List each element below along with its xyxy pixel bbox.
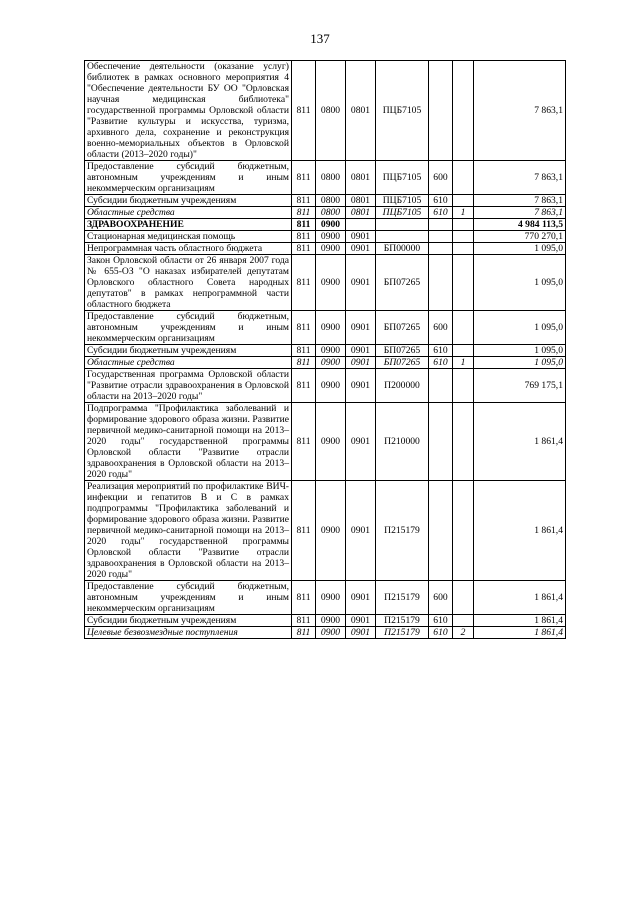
row-target-article: ПЦБ7105 bbox=[376, 61, 429, 161]
row-section-code: 0900 bbox=[316, 357, 346, 369]
row-amount: 1 861,4 bbox=[474, 627, 566, 639]
row-section-code: 0900 bbox=[316, 615, 346, 627]
row-expense-type bbox=[429, 255, 453, 311]
row-funding-source: 2 bbox=[453, 627, 474, 639]
row-amount: 1 095,0 bbox=[474, 345, 566, 357]
table-row bbox=[85, 161, 566, 195]
row-funding-source bbox=[453, 243, 474, 255]
row-section-code: 0900 bbox=[316, 255, 346, 311]
row-ved-code: 811 bbox=[292, 345, 316, 357]
row-amount: 1 861,4 bbox=[474, 403, 566, 481]
row-section-code: 0900 bbox=[316, 581, 346, 615]
row-ved-code: 811 bbox=[292, 61, 316, 161]
row-target-article bbox=[376, 231, 429, 243]
row-subsection-code: 0901 bbox=[346, 403, 376, 481]
row-ved-code: 811 bbox=[292, 255, 316, 311]
row-section-code: 0900 bbox=[316, 231, 346, 243]
row-expense-type bbox=[429, 403, 453, 481]
row-name: Непрограммная часть областного бюджета bbox=[85, 243, 292, 255]
row-section-code: 0900 bbox=[316, 481, 346, 581]
row-target-article: П200000 bbox=[376, 369, 429, 403]
row-name: Реализация мероприятий по профилактике ВИЧ-инфекции и гепатитов B и C в рамках подпрограммы "Профилактика заболеваний и формирование здорового образа жизни. Развитие первичной медико-санитарной помощи на 2013–2020 годы" государственной программы Орловской области "Развитие отрасли здравоохранения в Орловской области на 2013–2020 годы" bbox=[85, 481, 292, 581]
row-name: Субсидии бюджетным учреждениям bbox=[85, 615, 292, 627]
row-expense-type bbox=[429, 219, 453, 231]
row-amount: 1 095,0 bbox=[474, 357, 566, 369]
row-target-article: П215179 bbox=[376, 581, 429, 615]
row-expense-type: 610 bbox=[429, 207, 453, 219]
row-expense-type bbox=[429, 481, 453, 581]
row-subsection-code: 0901 bbox=[346, 357, 376, 369]
row-amount: 7 863,1 bbox=[474, 61, 566, 161]
table-row bbox=[85, 581, 566, 615]
row-section-code: 0900 bbox=[316, 243, 346, 255]
row-subsection-code: 0801 bbox=[346, 195, 376, 207]
row-section-code: 0900 bbox=[316, 369, 346, 403]
table-row bbox=[85, 195, 566, 207]
row-subsection-code bbox=[346, 219, 376, 231]
row-funding-source bbox=[453, 615, 474, 627]
row-funding-source bbox=[453, 403, 474, 481]
row-target-article: П215179 bbox=[376, 627, 429, 639]
row-ved-code: 811 bbox=[292, 369, 316, 403]
row-target-article: БП07265 bbox=[376, 255, 429, 311]
row-ved-code: 811 bbox=[292, 357, 316, 369]
row-subsection-code: 0801 bbox=[346, 61, 376, 161]
row-name: Субсидии бюджетным учреждениям bbox=[85, 345, 292, 357]
row-name: Закон Орловской области от 26 января 2007 года № 655-ОЗ "О наказах избирателей депутатам Орловского областного Совета народных депутатов" в рамках непрограммной части областного бюджета bbox=[85, 255, 292, 311]
row-target-article: П215179 bbox=[376, 615, 429, 627]
row-subsection-code: 0901 bbox=[346, 311, 376, 345]
row-name: Обеспечение деятельности (оказание услуг) библиотек в рамках основного мероприятия 4 "Обеспечение деятельности БУ ОО "Орловская научная медицинская библиотека" государственной программы Орловской области "Развитие культуры и искусства, туризма, архивного дела, сохранение и реконструкция военно-мемориальных объектов в Орловской области (2013–2020 годы)" bbox=[85, 61, 292, 161]
row-subsection-code: 0801 bbox=[346, 207, 376, 219]
row-funding-source bbox=[453, 345, 474, 357]
row-funding-source: 1 bbox=[453, 207, 474, 219]
row-expense-type bbox=[429, 231, 453, 243]
row-ved-code: 811 bbox=[292, 403, 316, 481]
row-amount: 7 863,1 bbox=[474, 161, 566, 195]
budget-table bbox=[84, 60, 566, 639]
row-section-code: 0800 bbox=[316, 195, 346, 207]
row-target-article: ПЦБ7105 bbox=[376, 195, 429, 207]
row-name: Субсидии бюджетным учреждениям bbox=[85, 195, 292, 207]
row-expense-type: 610 bbox=[429, 627, 453, 639]
row-amount: 1 861,4 bbox=[474, 481, 566, 581]
row-expense-type: 610 bbox=[429, 357, 453, 369]
row-expense-type: 610 bbox=[429, 615, 453, 627]
row-amount: 1 095,0 bbox=[474, 243, 566, 255]
row-subsection-code: 0901 bbox=[346, 615, 376, 627]
row-amount: 4 984 113,5 bbox=[474, 219, 566, 231]
row-subsection-code: 0901 bbox=[346, 627, 376, 639]
row-expense-type: 610 bbox=[429, 345, 453, 357]
row-expense-type bbox=[429, 369, 453, 403]
row-funding-source bbox=[453, 231, 474, 243]
row-ved-code: 811 bbox=[292, 311, 316, 345]
row-name: Целевые безвозмездные поступления bbox=[85, 627, 292, 639]
row-target-article: БП07265 bbox=[376, 345, 429, 357]
row-ved-code: 811 bbox=[292, 207, 316, 219]
row-target-article: П215179 bbox=[376, 481, 429, 581]
row-funding-source bbox=[453, 369, 474, 403]
page-number: 137 bbox=[310, 31, 330, 46]
row-subsection-code: 0901 bbox=[346, 243, 376, 255]
row-subsection-code: 0901 bbox=[346, 345, 376, 357]
row-section-code: 0900 bbox=[316, 403, 346, 481]
row-expense-type: 600 bbox=[429, 161, 453, 195]
table-row bbox=[85, 207, 566, 219]
budget-table-body bbox=[85, 61, 566, 639]
row-target-article: БП00000 bbox=[376, 243, 429, 255]
table-row bbox=[85, 255, 566, 311]
row-ved-code: 811 bbox=[292, 219, 316, 231]
table-row bbox=[85, 357, 566, 369]
row-name: ЗДРАВООХРАНЕНИЕ bbox=[85, 219, 292, 231]
row-target-article: БП07265 bbox=[376, 311, 429, 345]
row-ved-code: 811 bbox=[292, 481, 316, 581]
row-amount: 1 095,0 bbox=[474, 311, 566, 345]
row-section-code: 0800 bbox=[316, 207, 346, 219]
row-section-code: 0900 bbox=[316, 345, 346, 357]
row-target-article: ПЦБ7105 bbox=[376, 161, 429, 195]
row-name: Подпрограмма "Профилактика заболеваний и формирование здорового образа жизни. Развитие первичной медико-санитарной помощи на 2013–2020 годы" государственной программы Орловской области "Развитие отрасли здравоохранения в Орловской области на 2013–2020 годы" bbox=[85, 403, 292, 481]
row-section-code: 0800 bbox=[316, 161, 346, 195]
table-row bbox=[85, 219, 566, 231]
row-ved-code: 811 bbox=[292, 161, 316, 195]
row-expense-type bbox=[429, 61, 453, 161]
row-ved-code: 811 bbox=[292, 627, 316, 639]
table-row bbox=[85, 481, 566, 581]
row-name: Стационарная медицинская помощь bbox=[85, 231, 292, 243]
row-amount: 7 863,1 bbox=[474, 195, 566, 207]
table-row bbox=[85, 615, 566, 627]
row-amount: 1 861,4 bbox=[474, 615, 566, 627]
row-amount: 1 095,0 bbox=[474, 255, 566, 311]
row-target-article: ПЦБ7105 bbox=[376, 207, 429, 219]
table-row bbox=[85, 243, 566, 255]
table-row bbox=[85, 61, 566, 161]
row-amount: 769 175,1 bbox=[474, 369, 566, 403]
row-name: Предоставление субсидий бюджетным, автономным учреждениям и иным некоммерческим организациям bbox=[85, 581, 292, 615]
row-ved-code: 811 bbox=[292, 581, 316, 615]
row-name: Предоставление субсидий бюджетным, автономным учреждениям и иным некоммерческим организациям bbox=[85, 311, 292, 345]
row-name: Предоставление субсидий бюджетным, автономным учреждениям и иным некоммерческим организациям bbox=[85, 161, 292, 195]
row-amount: 7 863,1 bbox=[474, 207, 566, 219]
row-target-article: П210000 bbox=[376, 403, 429, 481]
row-ved-code: 811 bbox=[292, 243, 316, 255]
table-row bbox=[85, 311, 566, 345]
row-amount: 1 861,4 bbox=[474, 581, 566, 615]
row-ved-code: 811 bbox=[292, 195, 316, 207]
table-row bbox=[85, 231, 566, 243]
row-expense-type: 600 bbox=[429, 311, 453, 345]
row-name: Государственная программа Орловской области "Развитие отрасли здравоохранения в Орловской области на 2013–2020 годы" bbox=[85, 369, 292, 403]
table-row bbox=[85, 345, 566, 357]
row-subsection-code: 0901 bbox=[346, 255, 376, 311]
row-funding-source bbox=[453, 195, 474, 207]
row-section-code: 0900 bbox=[316, 311, 346, 345]
row-funding-source bbox=[453, 61, 474, 161]
row-subsection-code: 0801 bbox=[346, 161, 376, 195]
row-subsection-code: 0901 bbox=[346, 369, 376, 403]
row-ved-code: 811 bbox=[292, 615, 316, 627]
row-subsection-code: 0901 bbox=[346, 481, 376, 581]
row-funding-source bbox=[453, 481, 474, 581]
row-expense-type: 600 bbox=[429, 581, 453, 615]
row-section-code: 0900 bbox=[316, 627, 346, 639]
row-name: Областные средства bbox=[85, 207, 292, 219]
row-target-article: БП07265 bbox=[376, 357, 429, 369]
row-funding-source bbox=[453, 255, 474, 311]
row-ved-code: 811 bbox=[292, 231, 316, 243]
row-target-article bbox=[376, 219, 429, 231]
row-expense-type: 610 bbox=[429, 195, 453, 207]
row-expense-type bbox=[429, 243, 453, 255]
row-name: Областные средства bbox=[85, 357, 292, 369]
row-section-code: 0900 bbox=[316, 219, 346, 231]
table-row bbox=[85, 627, 566, 639]
row-section-code: 0800 bbox=[316, 61, 346, 161]
row-funding-source: 1 bbox=[453, 357, 474, 369]
row-funding-source bbox=[453, 581, 474, 615]
row-funding-source bbox=[453, 219, 474, 231]
table-row bbox=[85, 403, 566, 481]
row-funding-source bbox=[453, 161, 474, 195]
row-funding-source bbox=[453, 311, 474, 345]
table-row bbox=[85, 369, 566, 403]
row-subsection-code: 0901 bbox=[346, 231, 376, 243]
row-subsection-code: 0901 bbox=[346, 581, 376, 615]
row-amount: 770 270,1 bbox=[474, 231, 566, 243]
